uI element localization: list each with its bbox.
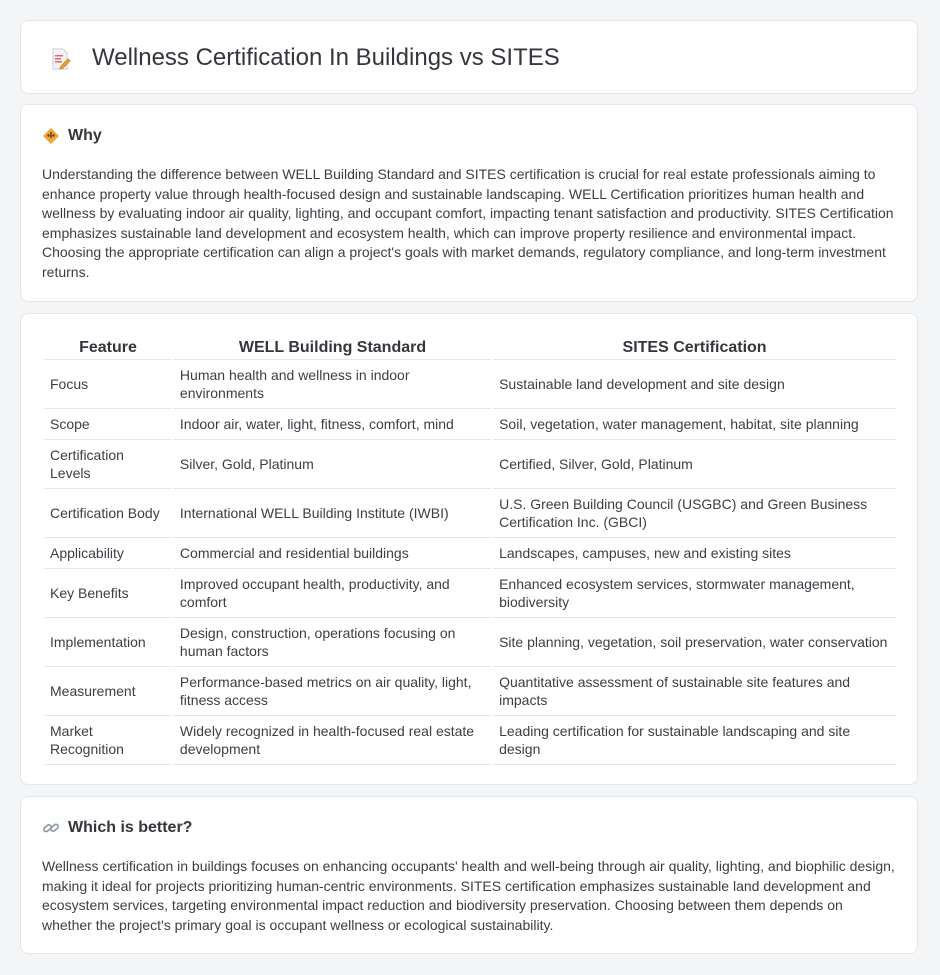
row-well: Silver, Gold, Platinum — [174, 440, 491, 489]
header-sites: SITES Certification — [493, 335, 896, 360]
row-feature: Certification Body — [44, 489, 172, 538]
table-row — [44, 440, 896, 489]
why-heading: Why — [68, 127, 102, 144]
diamond-warning-icon — [42, 127, 60, 145]
row-well: Widely recognized in health-focused real estate development — [174, 716, 491, 765]
row-sites: Site planning, vegetation, soil preservation, water conservation — [493, 618, 896, 667]
row-well: Indoor air, water, light, fitness, comfort, mind — [174, 409, 491, 440]
row-sites: Enhanced ecosystem services, stormwater management, biodiversity — [493, 569, 896, 618]
which-better-section — [20, 796, 918, 954]
row-feature: Focus — [44, 360, 172, 409]
document-edit-icon — [48, 47, 72, 71]
row-sites: Leading certification for sustainable landscaping and site design — [493, 716, 896, 765]
row-feature: Implementation — [44, 618, 172, 667]
row-sites: Quantitative assessment of sustainable site features and impacts — [493, 667, 896, 716]
table-row — [44, 667, 896, 716]
table-row — [44, 618, 896, 667]
row-sites: Soil, vegetation, water management, habitat, site planning — [493, 409, 896, 440]
row-feature: Market Recognition — [44, 716, 172, 765]
row-well: Design, construction, operations focusing on human factors — [174, 618, 491, 667]
better-heading-row — [42, 817, 192, 839]
comparison-section — [20, 313, 918, 785]
table-row — [44, 538, 896, 569]
title-card — [20, 20, 918, 94]
row-well: Commercial and residential buildings — [174, 538, 491, 569]
table-row — [44, 489, 896, 538]
row-well: Improved occupant health, productivity, and comfort — [174, 569, 491, 618]
row-feature: Applicability — [44, 538, 172, 569]
link-icon — [42, 819, 60, 837]
table-row — [44, 360, 896, 409]
why-text: Understanding the difference between WELL Building Standard and SITES certification is crucial for real estate professionals aiming to enhance property value through health-focused design and sustainable landscaping. WELL Certification prioritizes human health and wellness by evaluating indoor air quality, lighting, and occupant comfort, impacting tenant satisfaction and productivity. SITES Certification emphasizes sustainable land development and ecosystem health, which can improve property resilience and environmental impact. Choosing the appropriate certification can align a project's goals with market demands, regulatory compliance, and long-term investment returns. — [42, 166, 894, 280]
why-heading-row — [42, 125, 102, 147]
row-feature: Measurement — [44, 667, 172, 716]
table-row — [44, 716, 896, 765]
row-sites: U.S. Green Building Council (USGBC) and Green Business Certification Inc. (GBCI) — [493, 489, 896, 538]
row-feature: Certification Levels — [44, 440, 172, 489]
better-text: Wellness certification in buildings focuses on enhancing occupants' health and well-being through air quality, lighting, and biophilic design, making it ideal for projects prioritizing human-centric environments. SITES certification emphasizes sustainable land development and ecosystem services, targeting environmental impact reduction and biodiversity preservation. Choosing between them depends on whether the project's primary goal is occupant wellness or ecological sustainability. — [42, 858, 895, 933]
table-header-row — [44, 335, 896, 360]
row-well: Human health and wellness in indoor environments — [174, 360, 491, 409]
row-sites: Sustainable land development and site design — [493, 360, 896, 409]
header-well: WELL Building Standard — [174, 335, 491, 360]
row-feature: Scope — [44, 409, 172, 440]
page-title: Wellness Certification In Buildings vs SITES — [92, 44, 560, 71]
table-row — [44, 409, 896, 440]
better-heading: Which is better? — [68, 819, 193, 836]
table-row — [44, 569, 896, 618]
why-section — [20, 104, 918, 302]
row-sites: Landscapes, campuses, new and existing sites — [493, 538, 896, 569]
row-well: International WELL Building Institute (IWBI) — [174, 489, 491, 538]
header-feature: Feature — [44, 335, 172, 360]
row-well: Performance-based metrics on air quality, light, fitness access — [174, 667, 491, 716]
row-feature: Key Benefits — [44, 569, 172, 618]
comparison-table — [42, 335, 898, 765]
row-sites: Certified, Silver, Gold, Platinum — [493, 440, 896, 489]
